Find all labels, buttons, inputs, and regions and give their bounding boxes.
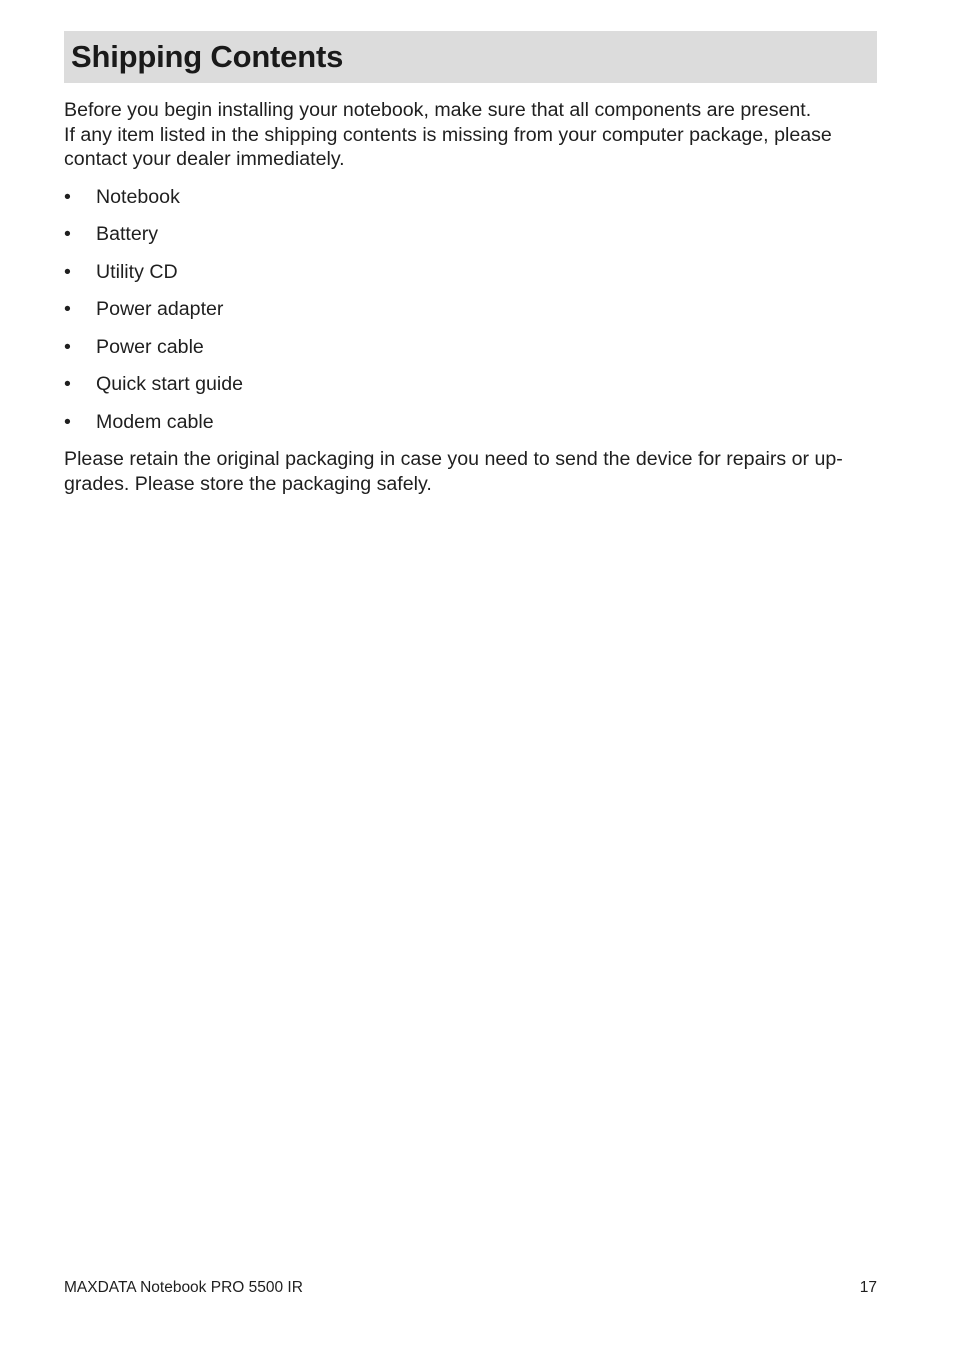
intro-line-1: Before you begin installing your notebook, make sure that all components are present. [64, 99, 812, 121]
bullet-icon: • [64, 185, 71, 208]
list-item-label: Quick start guide [96, 373, 244, 396]
intro-line-3: contact your dealer immediately. [64, 148, 345, 171]
list-item [64, 335, 880, 360]
list-item-label: Power adapter [96, 298, 224, 321]
intro-line-2: If any item listed in the shipping contents is missing from your computer package, please [64, 123, 832, 146]
list-item-label: Utility CD [96, 260, 178, 283]
list-item [64, 222, 880, 247]
closing-line-2: grades. Please store the packaging safely. [64, 472, 432, 495]
list-item [64, 372, 880, 397]
list-item-label: Battery [96, 223, 159, 246]
list-item [64, 260, 880, 285]
body-content [64, 98, 880, 496]
bullet-icon: • [64, 260, 71, 283]
intro-paragraph [64, 98, 880, 172]
page-title: Shipping Contents [71, 39, 344, 74]
shipping-contents-list [64, 185, 880, 435]
list-item-label: Notebook [96, 185, 180, 208]
page-number: 17 [859, 1279, 877, 1296]
bullet-icon: • [64, 335, 71, 358]
bullet-icon: • [64, 298, 71, 321]
list-item-label: Modem cable [96, 410, 214, 433]
list-item [64, 185, 880, 210]
bullet-icon: • [64, 410, 71, 433]
list-item-label: Power cable [96, 335, 204, 358]
list-item [64, 297, 880, 322]
footer-product-name: MAXDATA Notebook PRO 5500 IR [64, 1279, 303, 1296]
bullet-icon: • [64, 373, 71, 396]
list-item [64, 410, 880, 435]
bullet-icon: • [64, 223, 71, 246]
closing-paragraph [64, 447, 880, 496]
section-heading-bar [64, 31, 877, 83]
closing-line-1: Please retain the original packaging in case you need to send the device for repairs or up- [64, 448, 843, 471]
